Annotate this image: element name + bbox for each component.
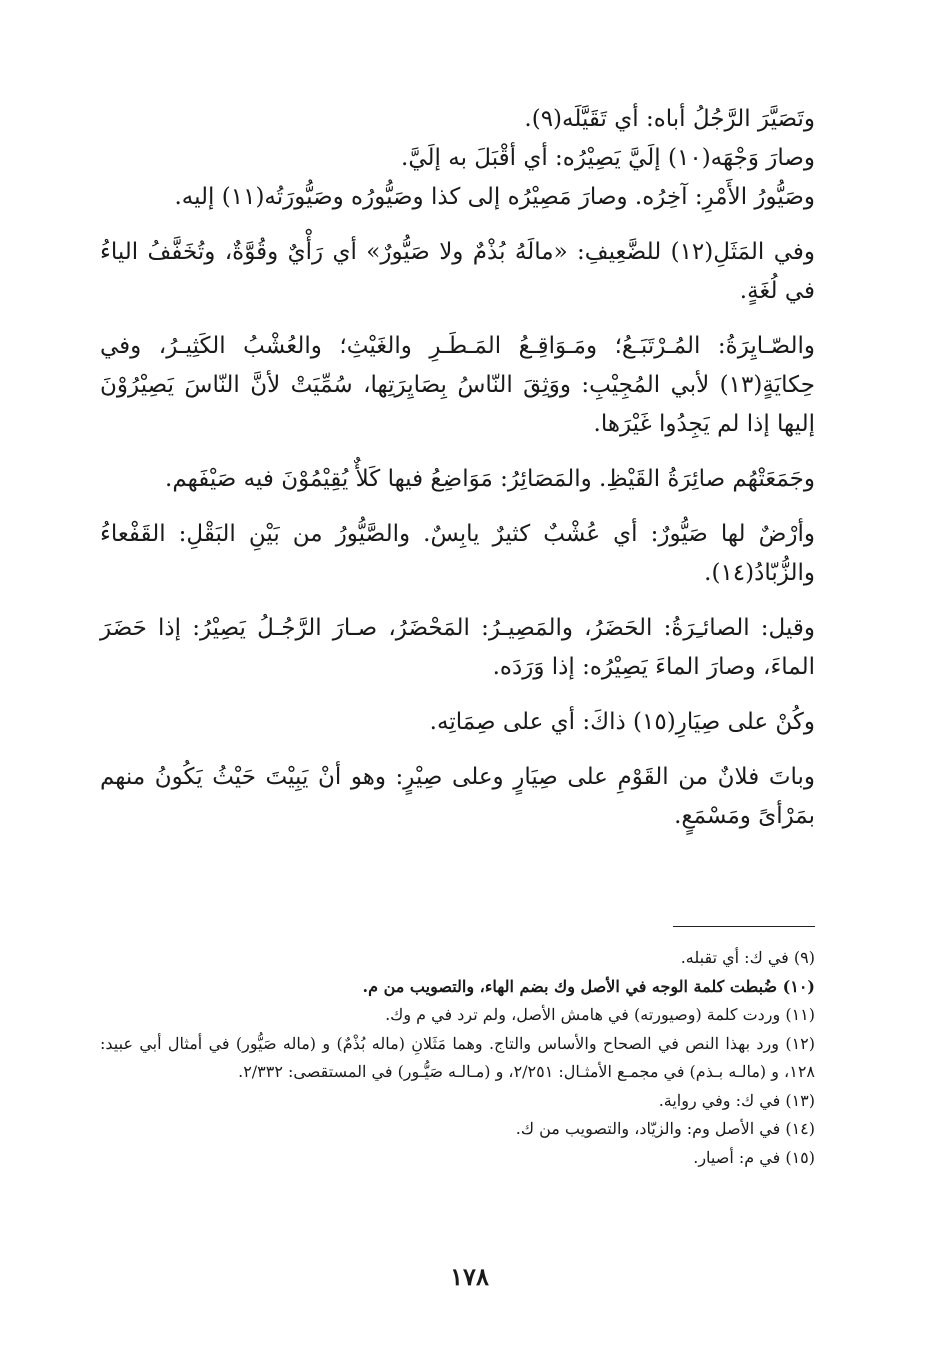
paragraph: وصارَ وَجْهَه(١٠) إلَيَّ يَصِيْرُه: أي أقْبَلَ به إلَيَّ. — [401, 145, 815, 171]
paragraph: وجَمَعَتْهُم صائِرَةُ القَيْظِ. والمَصَائِرُ: مَوَاضِعُ فيها كَلأٌ يُقِيْمُوْنَ فيه صَيْفَهم. — [165, 466, 815, 492]
paragraph: وأرْضٌ لها صَيُّورٌ: أي عُشْبٌ كثيرٌ يابِسٌ. والصَّيُّورُ من بَيْنِ البَقْلِ: القَفْعاءُ والزُّبّادُ(١٤). — [100, 521, 815, 586]
paragraph: وتَصَيَّرَ الرَّجُلُ أباه: أي تَقَيَّلَه(٩). — [524, 106, 815, 132]
footnote: (١٠) ضُبطت كلمة الوجه في الأصل وك بضم الهاء، والتصويب من م. — [362, 976, 815, 996]
footnotes — [100, 944, 815, 1172]
main-text — [100, 100, 815, 836]
footnote: (١١) وردت كلمة (وصيورته) في هامش الأصل، ولم ترد في م وك. — [385, 1005, 815, 1024]
footnote: (١٥) في م: أصيار. — [693, 1147, 815, 1167]
footnote: (١٤) في الأصل وم: والزيّاد، والتصويب من ك. — [515, 1119, 815, 1138]
paragraph: وباتَ فلانٌ من القَوْمِ على صِيَارٍ وعلى صِيْرٍ: وهو أنْ يَبِيْتَ حَيْثُ يَكُونُ منهم بمَرْأىً ومَسْمَعٍ. — [100, 764, 815, 829]
footnote: (٩) في ك: أي تقبله. — [680, 948, 815, 967]
paragraph: وصَيُّورُ الأَمْرِ: آخِرُه. وصارَ مَصِيْرُه إلى كذا وصَيُّورُه وصَيُّورَتُه(١١) إليه. — [174, 184, 815, 210]
page-number: ١٧٨ — [450, 1262, 489, 1291]
paragraph: وفي المَثَلِ(١٢) للضَّعِيفِ: «مالَهُ بُذْمٌ ولا صَيُّورٌ» أي رَأْيٌ وقُوَّةٌ، وتُخَفَّفُ الياءُ في لُغَةٍ. — [100, 239, 815, 304]
footnote: (١٢) ورد بهذا النص في الصحاح والأساس والتاج. وهما مَثَلانِ (ماله بُذْمٌ) و (ماله صَيُّور) في أمثال أبي عبيد: ١٢٨، و (مالـه بـذم) في مجمـع الأمثـال: ٢/٢٥١، و (مـالـه صَيُّـور) في المستقصى: ٢/٣٣٢. — [100, 1033, 815, 1081]
paragraph: وكُنْ على صِيَارِ(١٥) ذاكَ: أي على صِمَاتِه. — [429, 709, 815, 735]
footnote-separator — [673, 926, 815, 927]
paragraph: وقيل: الصائـِرَةُ: الحَضَرُ، والمَصِيـرُ: المَحْضَرُ، صـارَ الرَّجُـلُ يَصِيْرُ: إذا حَضَرَ الماءَ، وصارَ الماءَ يَصِيْرُه: إذا وَرَدَه. — [100, 615, 815, 680]
paragraph: والصّـايِرَةُ: المُـرْتَبَـعُ؛ ومَـوَاقِـعُ المَـطَـرِ والغَيْثِ؛ والعُشْبُ الكَثِيـرُ، وفي حِكايَةٍ(١٣) لأبي المُجِيْبِ: ووَثِقَ النّاسُ بِصَايِرَتِها، سُمِّيَتْ لأنَّ النّاسَ يَصِيْرُوْنَ إليها إذا لم يَجِدُوا غَيْرَها. — [100, 333, 816, 437]
footnote: (١٣) في ك: وفي رواية. — [658, 1090, 815, 1110]
